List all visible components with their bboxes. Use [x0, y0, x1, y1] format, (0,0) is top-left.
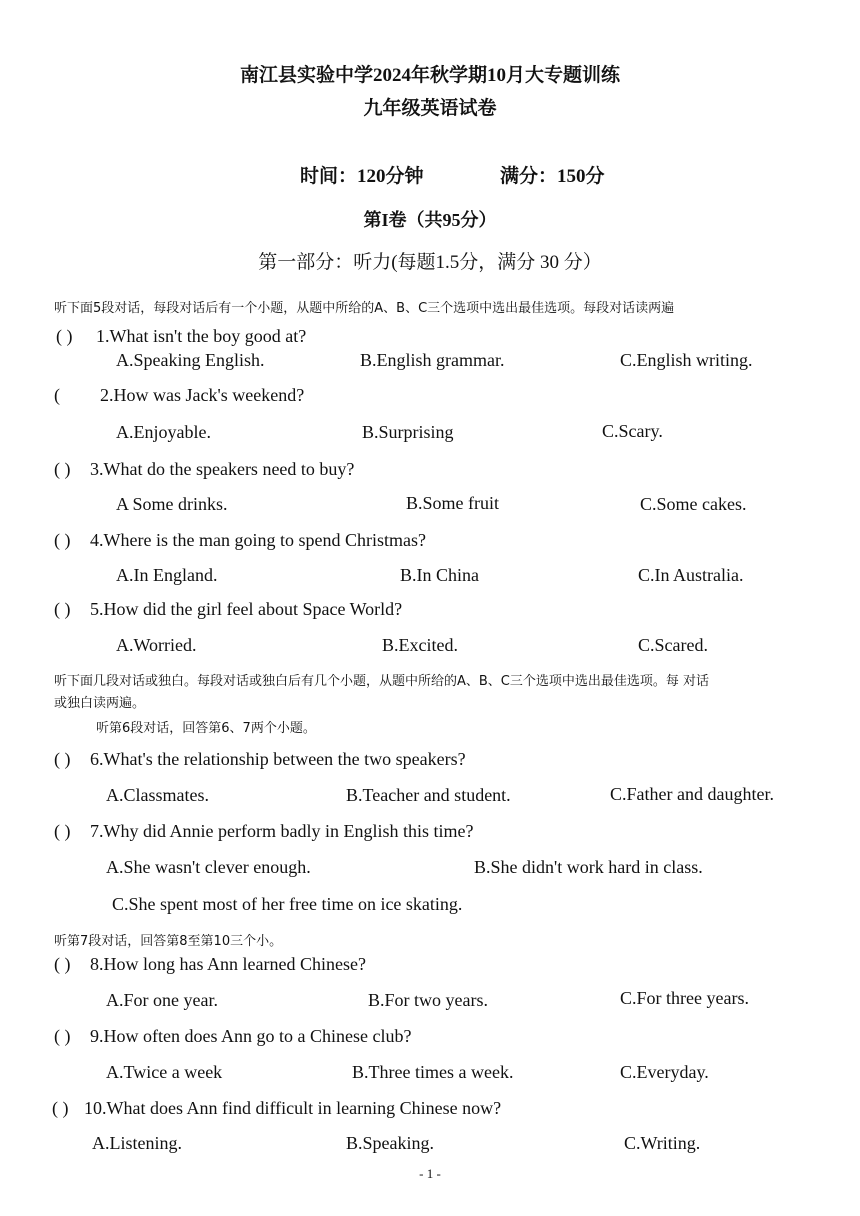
question-4: 4.Where is the man going to spend Christmas? [90, 530, 426, 550]
q4-option-c: C.In Australia. [638, 565, 744, 585]
q7-option-c: C.She spent most of her free time on ice skating. [112, 894, 463, 914]
q8-option-b: B.For two years. [368, 990, 488, 1010]
q4-option-a: A.In England. [116, 565, 218, 585]
answer-blank: ( ) [52, 1098, 69, 1118]
exam-time: 时间：120分钟 [300, 166, 424, 187]
q8-option-a: A.For one year. [106, 990, 218, 1010]
answer-blank: ( ) [56, 326, 73, 346]
q7-option-a: A.She wasn't clever enough. [106, 857, 311, 877]
answer-blank: ( ) [54, 749, 71, 769]
q4-option-b: B.In China [400, 565, 479, 585]
answer-blank: ( ) [54, 954, 71, 974]
q3-option-c: C.Some cakes. [640, 494, 747, 514]
question-3: 3.What do the speakers need to buy? [90, 459, 355, 479]
instruction-section-2-cont: 或独白读两遍。 [54, 696, 146, 711]
question-6: 6.What's the relationship between the two speakers? [90, 749, 466, 769]
answer-blank: ( ) [54, 599, 71, 619]
volume-heading: 第I卷（共95分） [363, 210, 497, 230]
instruction-section-1: 听下面5段对话，每段对话后有一个小题，从题中所给的A、B、C三个选项中选出最佳选项。每段对话读两遍 [54, 301, 675, 316]
question-10: 10.What does Ann find difficult in learning Chinese now? [84, 1098, 502, 1118]
q7-option-b: B.She didn't work hard in class. [474, 857, 703, 877]
question-1: 1.What isn't the boy good at? [96, 326, 307, 346]
q3-option-a: A Some drinks. [116, 494, 228, 514]
q3-option-b: B.Some fruit [406, 493, 499, 513]
q5-option-a: A.Worried. [116, 635, 197, 655]
exam-title: 南江县实验中学2024年秋学期10月大专题训练 [239, 65, 620, 86]
question-9: 9.How often does Ann go to a Chinese club? [90, 1026, 412, 1046]
q5-option-b: B.Excited. [382, 635, 458, 655]
q6-option-b: B.Teacher and student. [346, 785, 511, 805]
instruction-dialogue-7: 听第7段对话，回答第8至第10三个小。 [54, 934, 283, 949]
exam-subtitle: 九年级英语试卷 [363, 98, 497, 119]
q10-option-a: A.Listening. [92, 1133, 182, 1153]
part-one-heading: 第一部分：听力(每题1.5分，满分 30 分） [258, 252, 602, 273]
page-number: - 1 - [419, 1166, 441, 1181]
q8-option-c: C.For three years. [620, 988, 749, 1008]
q10-option-b: B.Speaking. [346, 1133, 434, 1153]
question-2: 2.How was Jack's weekend? [100, 385, 305, 405]
question-8: 8.How long has Ann learned Chinese? [90, 954, 366, 974]
answer-blank: ( ) [54, 1026, 71, 1046]
exam-full-score: 满分：150分 [500, 166, 605, 187]
q2-option-c: C.Scary. [602, 421, 663, 441]
q2-option-a: A.Enjoyable. [116, 422, 211, 442]
q6-option-a: A.Classmates. [106, 785, 209, 805]
q1-option-a: A.Speaking English. [116, 350, 265, 370]
question-7: 7.Why did Annie perform badly in English this time? [90, 821, 474, 841]
question-5: 5.How did the girl feel about Space World? [90, 599, 403, 619]
q1-option-b: B.English grammar. [360, 350, 505, 370]
answer-blank: ( ) [54, 459, 71, 479]
instruction-dialogue-6: 听第6段对话，回答第6、7两个小题。 [96, 721, 316, 736]
q9-option-a: A.Twice a week [106, 1062, 223, 1082]
q10-option-c: C.Writing. [624, 1133, 701, 1153]
q2-option-b: B.Surprising [362, 422, 454, 442]
q1-option-c: C.English writing. [620, 350, 753, 370]
answer-blank: ( [54, 385, 60, 405]
answer-blank: ( ) [54, 821, 71, 841]
q9-option-c: C.Everyday. [620, 1062, 709, 1082]
q5-option-c: C.Scared. [638, 635, 708, 655]
answer-blank: ( ) [54, 530, 71, 550]
instruction-section-2: 听下面几段对话或独白。每段对话或独白后有几个小题，从题中所给的A、B、C三个选项中选出最佳选项。每 对话 [54, 674, 710, 689]
q6-option-c: C.Father and daughter. [610, 784, 774, 804]
q9-option-b: B.Three times a week. [352, 1062, 514, 1082]
